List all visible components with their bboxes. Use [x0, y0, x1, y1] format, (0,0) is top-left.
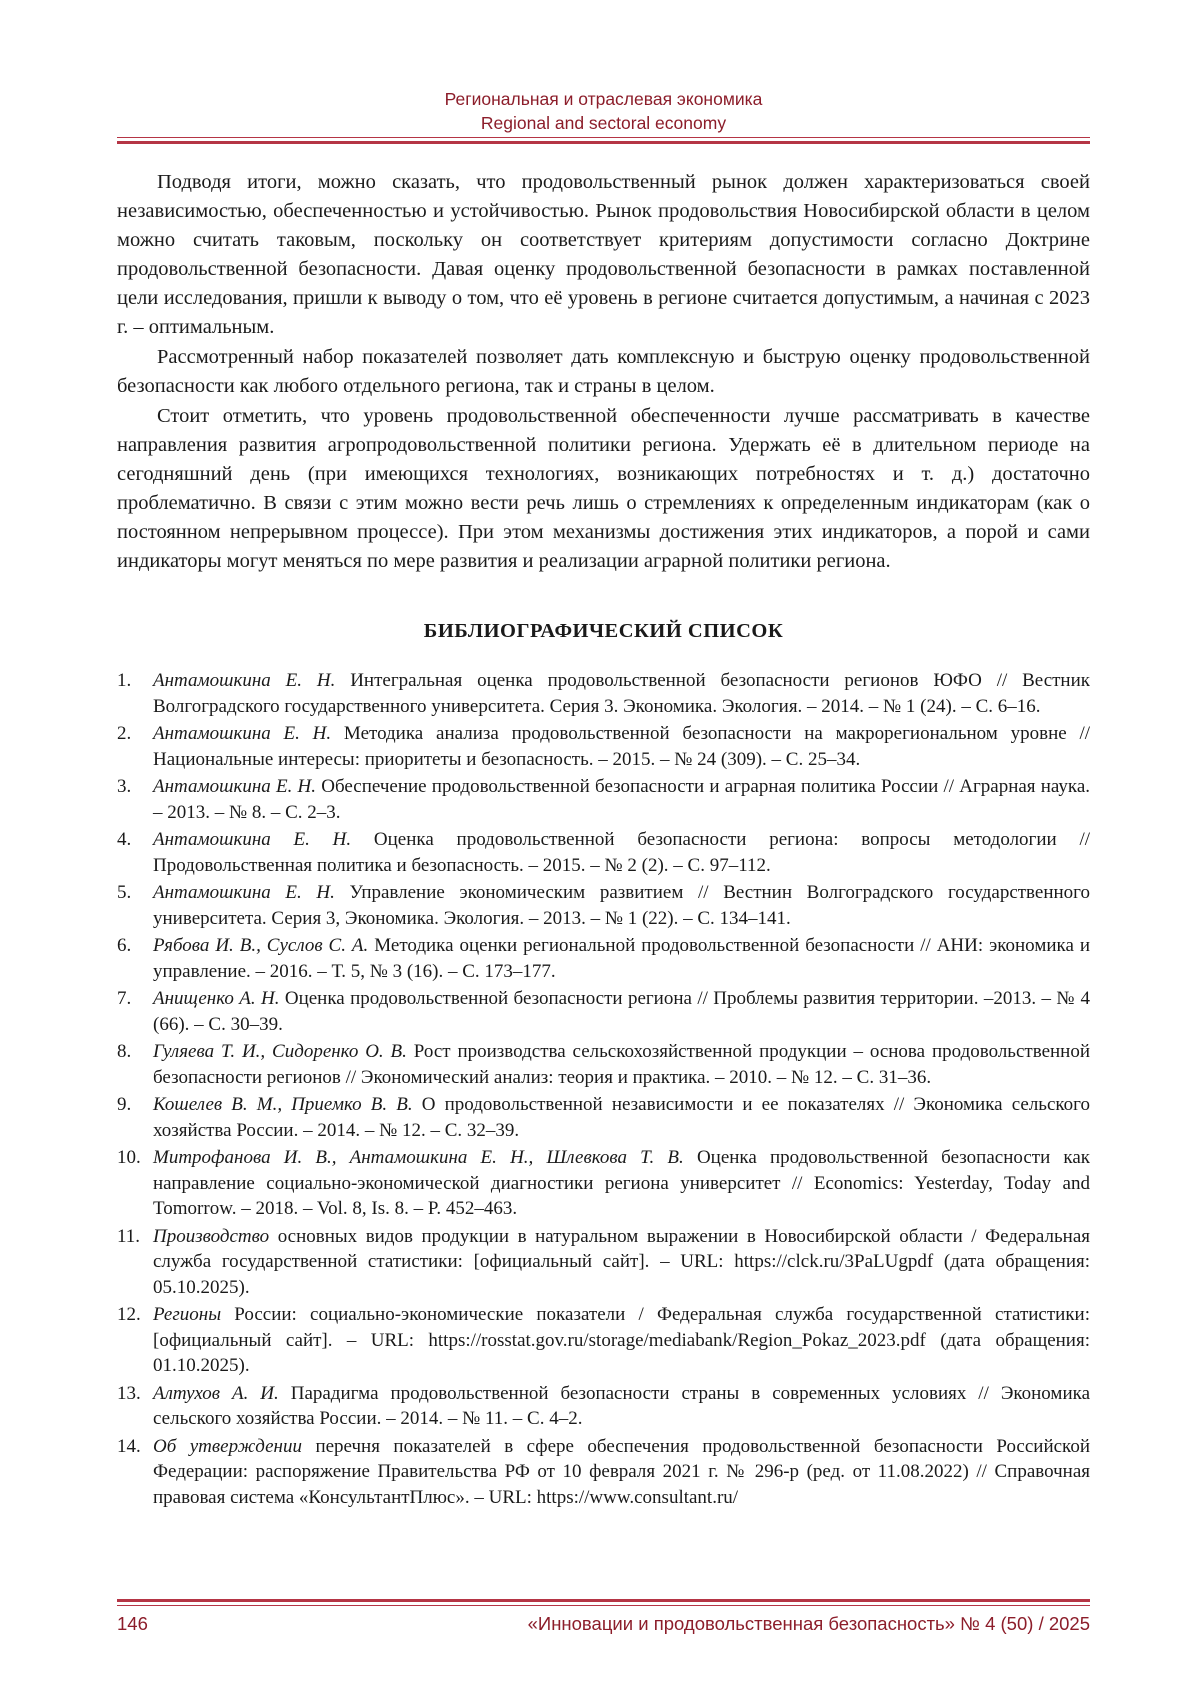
reference-author: Производство [153, 1225, 270, 1247]
reference-item [117, 721, 1090, 772]
paragraph: Стоит отметить, что уровень продовольственной обеспеченности лучше рассматривать в качестве направления развития агропродовольственной политики региона. Удержать её в длительном периоде на сегодняшний день (при имеющихся технологиях, возникающих потребностях и т. д.) достаточно проблематично. В связи с этим можно вести речь лишь о стремлениях к определенным индикаторам (как о постоянном непрерывном процессе). При этом механизмы достижения этих индикаторов, а порой и сами индикаторы могут меняться по мере развития и реализации аграрной политики региона. [117, 405, 1090, 572]
paragraph: Рассмотренный набор показателей позволяет дать комплексную и быструю оценку продовольственной безопасности как любого отдельного региона, так и страны в целом. [117, 346, 1090, 397]
reference-text: Методика анализа продовольственной безопасности на макрорегиональном уровне // Национальные интересы: приоритеты и безопасность. – 2015. – № 24 (309). – С. 25–34. [153, 723, 1091, 770]
section-title-en: Regional and sectoral economy [480, 113, 727, 133]
reference-item [117, 1434, 1090, 1511]
reference-text: Оценка продовольственной безопасности региона: вопросы методологии // Продовольственная политика и безопасность. – 2015. – № 2 (2). – С. 97–112. [153, 829, 1091, 876]
footer-rule-thin [117, 1605, 1090, 1606]
reference-number: 4. [117, 829, 132, 850]
reference-text: О продовольственной независимости и ее показателях // Экономика сельского хозяйства России. – 2014. – № 12. – С. 32–39. [153, 1094, 1090, 1141]
reference-author: Антамошкина Е. Н. [153, 723, 332, 744]
running-head [117, 87, 1090, 135]
reference-item [117, 880, 1090, 931]
article-body [117, 168, 1090, 577]
reference-item [117, 1302, 1090, 1379]
reference-number: 14. [117, 1435, 141, 1457]
journal-title: «Инновации и продовольственная безопасность» № 4 (50) / 2025 [527, 1613, 1090, 1634]
bibliography-list [117, 668, 1090, 1512]
reference-number: 9. [117, 1094, 132, 1115]
footer-rule-thick [117, 1599, 1090, 1602]
reference-author: Рябова И. В., Суслов С. А. [153, 935, 369, 956]
reference-number: 3. [117, 776, 132, 797]
reference-author: Об утверждении [153, 1435, 302, 1457]
reference-number: 8. [117, 1041, 132, 1062]
reference-number: 11. [117, 1225, 141, 1247]
reference-item [117, 1381, 1090, 1432]
reference-item [117, 774, 1090, 825]
page-number: 146 [117, 1613, 148, 1634]
reference-item [117, 1039, 1090, 1090]
reference-author: Алтухов А. И. [153, 1382, 279, 1404]
reference-author: Антамошкина Е. Н. [153, 670, 336, 691]
reference-number: 5. [117, 882, 132, 903]
reference-item [117, 668, 1090, 719]
reference-author: Антамошкина Е. Н. [153, 776, 317, 797]
reference-text: Методика оценки региональной продовольственной безопасности // АНИ: экономика и управление. – 2016. – Т. 5, № 3 (16). – С. 173–177. [153, 935, 1091, 982]
reference-text: основных видов продукции в натуральном выражении в Новосибирской области / Федеральная служба государственной статистики: [официальный сайт]. – URL: https://clck.ru/3PaLUgpdf (дата обращения: 05.10.2025). [153, 1225, 1090, 1298]
reference-item [117, 1092, 1090, 1143]
reference-author: Антамошкина Е. Н. [153, 829, 352, 850]
reference-number: 13. [117, 1382, 141, 1404]
bibliography-heading: БИБЛИОГРАФИЧЕСКИЙ СПИСОК [423, 620, 784, 642]
reference-item [117, 986, 1090, 1037]
reference-author: Антамошкина Е. Н. [153, 882, 335, 903]
header-rule-thin [117, 137, 1090, 138]
reference-author: Кошелев В. М., Приемко В. В. [153, 1094, 413, 1115]
reference-text: перечня показателей в сфере обеспечения продовольственной безопасности Российской Федерации: распоряжение Правительства РФ от 10 февраля 2021 г. № 296-р (ред. от 11.08.2022) // Справочная правовая система «КонсультантПлюс». – URL: https://www.consultant.ru/ [153, 1435, 1090, 1508]
reference-text: Оценка продовольственной безопасности как направление социально-экономической диагностики региона университет // Economics: Yesterday, Today and Tomorrow. – 2018. – Vol. 8, Is. 8. – P. 452–463. [153, 1147, 1090, 1219]
reference-number: 2. [117, 723, 132, 744]
reference-author: Анищенко А. Н. [153, 988, 280, 1009]
reference-number: 10. [117, 1147, 141, 1168]
reference-text: России: социально-экономические показатели / Федеральная служба государственной статистики: [официальный сайт]. – URL: https://rosstat.gov.ru/storage/mediabank/Region_Pokaz_2023.pdf (дата обращения: 01.10.2025). [153, 1304, 1090, 1376]
reference-number: 6. [117, 935, 132, 956]
reference-number: 12. [117, 1304, 141, 1325]
reference-text: Рост производства сельскохозяйственной продукции – основа продовольственной безопасности регионов // Экономический анализ: теория и практика. – 2010. – № 12. – С. 31–36. [153, 1041, 1091, 1088]
reference-item [117, 827, 1090, 878]
reference-text: Управление экономическим развитием // Вестнин Волгоградского государственного университета. Серия 3, Экономика. Экология. – 2013. – № 1 (22). – С. 134–141. [153, 882, 1091, 929]
reference-item [117, 1224, 1090, 1301]
reference-item [117, 1145, 1090, 1222]
reference-number: 1. [117, 670, 132, 691]
section-title-ru: Региональная и отраслевая экономика [444, 89, 763, 109]
reference-text: Интегральная оценка продовольственной безопасности регионов ЮФО // Вестник Волгоградского государственного университета. Серия 3. Экономика. Экология. – 2014. – № 1 (24). – С. 6–16. [153, 670, 1090, 717]
reference-author: Гуляева Т. И., Сидоренко О. В. [153, 1041, 407, 1062]
reference-item [117, 933, 1090, 984]
reference-author: Регионы [153, 1304, 222, 1325]
reference-text: Парадигма продовольственной безопасности страны в современных условиях // Экономика сельского хозяйства России. – 2014. – № 11. – С. 4–2. [153, 1382, 1090, 1429]
reference-text: Обеспечение продовольственной безопасности и аграрная политика России // Аграрная наука. – 2013. – № 8. – С. 2–3. [153, 776, 1091, 823]
reference-author: Митрофанова И. В., Антамошкина Е. Н., Шлевкова Т. В. [153, 1147, 684, 1168]
header-rule-thick [117, 141, 1090, 144]
reference-text: Оценка продовольственной безопасности региона // Проблемы развития территории. –2013. – № 4 (66). – С. 30–39. [153, 988, 1090, 1035]
reference-number: 7. [117, 988, 132, 1009]
paragraph: Подводя итоги, можно сказать, что продовольственный рынок должен характеризоваться своей независимостью, обеспеченностью и устойчивостью. Рынок продовольствия Новосибирской области в целом можно считать таковым, поскольку он соответствует критериям допустимости согласно Доктрине продовольственной безопасности. Давая оценку продовольственной безопасности в рамках поставленной цели исследования, пришли к выводу о том, что её уровень в регионе считается допустимым, а начиная с 2023 г. – оптимальным. [117, 171, 1090, 338]
